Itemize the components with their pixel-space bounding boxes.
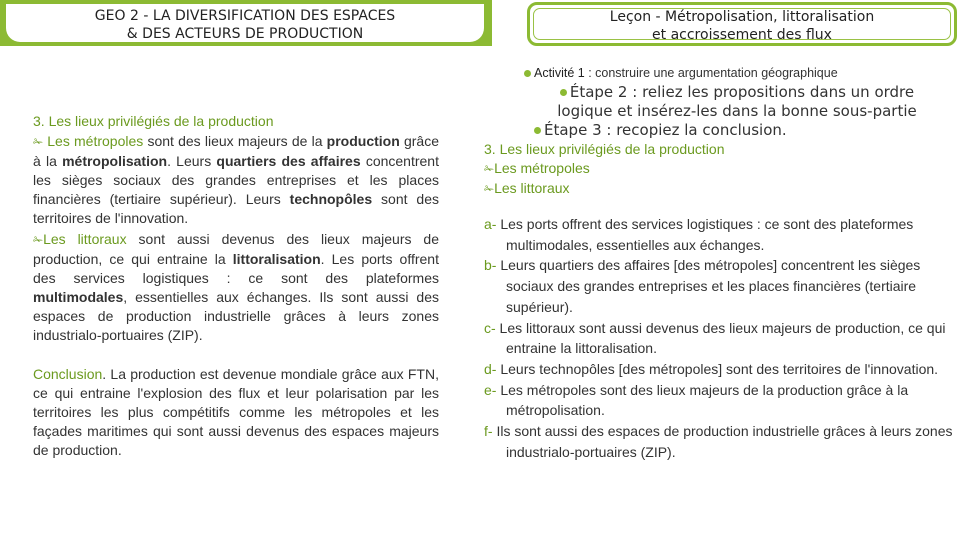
chapter-title-line1: GEO 2 - LA DIVERSIFICATION DES ESPACES — [94, 8, 396, 24]
activity-column — [484, 64, 954, 462]
bullet-dot-icon — [560, 89, 567, 96]
paragraph-metropoles: ✁ Les métropoles sont des lieux majeurs de la production grâce à la métropolisation. Leurs quartiers des affaires concentrent les sièges sociaux des grandes entreprises et les places financières (tertiaire supérieur). Leurs technopôles sont des territoires de l'innovation. — [33, 133, 439, 226]
answer-subpart-littoraux: ✁Les littoraux — [484, 180, 570, 196]
scroll-bullet-icon: ✁ — [33, 233, 44, 247]
step2-instruction: Étape 2 : reliez les propositions dans un ordre logique et insérez-les dans la bonne sous-partie — [557, 83, 917, 120]
answer-outline — [484, 140, 954, 199]
proposition-item: a- Les ports offrent des services logistiques : ce sont des plateformes multimodales, essentielles aux échanges. — [484, 216, 914, 253]
section-title: 3. Les lieux privilégiés de la production — [33, 113, 274, 129]
proposition-item: d- Leurs technopôles [des métropoles] sont des territoires de l'innovation. — [484, 360, 939, 377]
chapter-title-banner — [0, 0, 492, 46]
lesson-title-banner — [527, 2, 957, 46]
step3-instruction: Étape 3 : recopiez la conclusion. — [484, 121, 954, 140]
paragraph-littoraux: ✁Les littoraux sont aussi devenus des lieux majeurs de production, ce qui entraine la littoralisation. Les ports offrent des services logistiques : ce sont des plateformes multimodales, essentielles aux échanges. Ils sont aussi des espaces de production industrielle grâces à leurs zones industrialo-portuaires (ZIP). — [33, 231, 439, 343]
proposition-item: e- Les métropoles sont des lieux majeurs de la production grâce à la métropolisation. — [484, 381, 909, 419]
propositions-list — [484, 214, 954, 462]
conclusion-paragraph: Conclusion. La production est devenue mondiale grâce aux FTN, ce qui entraine l'explosion des flux et leur polarisation par les territoires les plus compétitifs comme les métropoles et les façades maritimes qui sont aussi devenus des espaces majeurs de production. — [33, 366, 439, 458]
bullet-dot-icon — [524, 70, 531, 77]
scroll-bullet-icon: ✁ — [484, 182, 495, 196]
lesson-text-column — [33, 112, 439, 460]
proposition-item: b- Leurs quartiers des affaires [des métropoles] concentrent les sièges sociaux des grandes entreprises et les places financières (tertiaire supérieur). — [484, 257, 921, 315]
lesson-title-line1: Leçon - Métropolisation, littoralisation — [609, 9, 875, 25]
scroll-bullet-icon: ✁ — [484, 162, 495, 176]
proposition-item: f- Ils sont aussi des espaces de production industrielle grâces à leurs zones industrialo-portuaires (ZIP). — [484, 423, 953, 460]
chapter-title-panel — [6, 4, 484, 42]
answer-section-title: 3. Les lieux privilégiés de la production — [484, 141, 725, 157]
conclusion-label: Conclusion — [33, 366, 103, 382]
bullet-dot-icon — [534, 127, 541, 134]
proposition-item: c- Les littoraux sont aussi devenus des lieux majeurs de production, ce qui entraine la littoralisation. — [484, 319, 946, 357]
lesson-title-line2: et accroissement des flux — [652, 27, 832, 43]
scroll-bullet-icon: ✁ — [33, 135, 44, 149]
activity-line: Activité 1 : construire une argumentation géographique — [484, 64, 954, 82]
chapter-title-line2: & DES ACTEURS DE PRODUCTION — [126, 26, 364, 42]
answer-subpart-metropoles: ✁Les métropoles — [484, 160, 590, 176]
